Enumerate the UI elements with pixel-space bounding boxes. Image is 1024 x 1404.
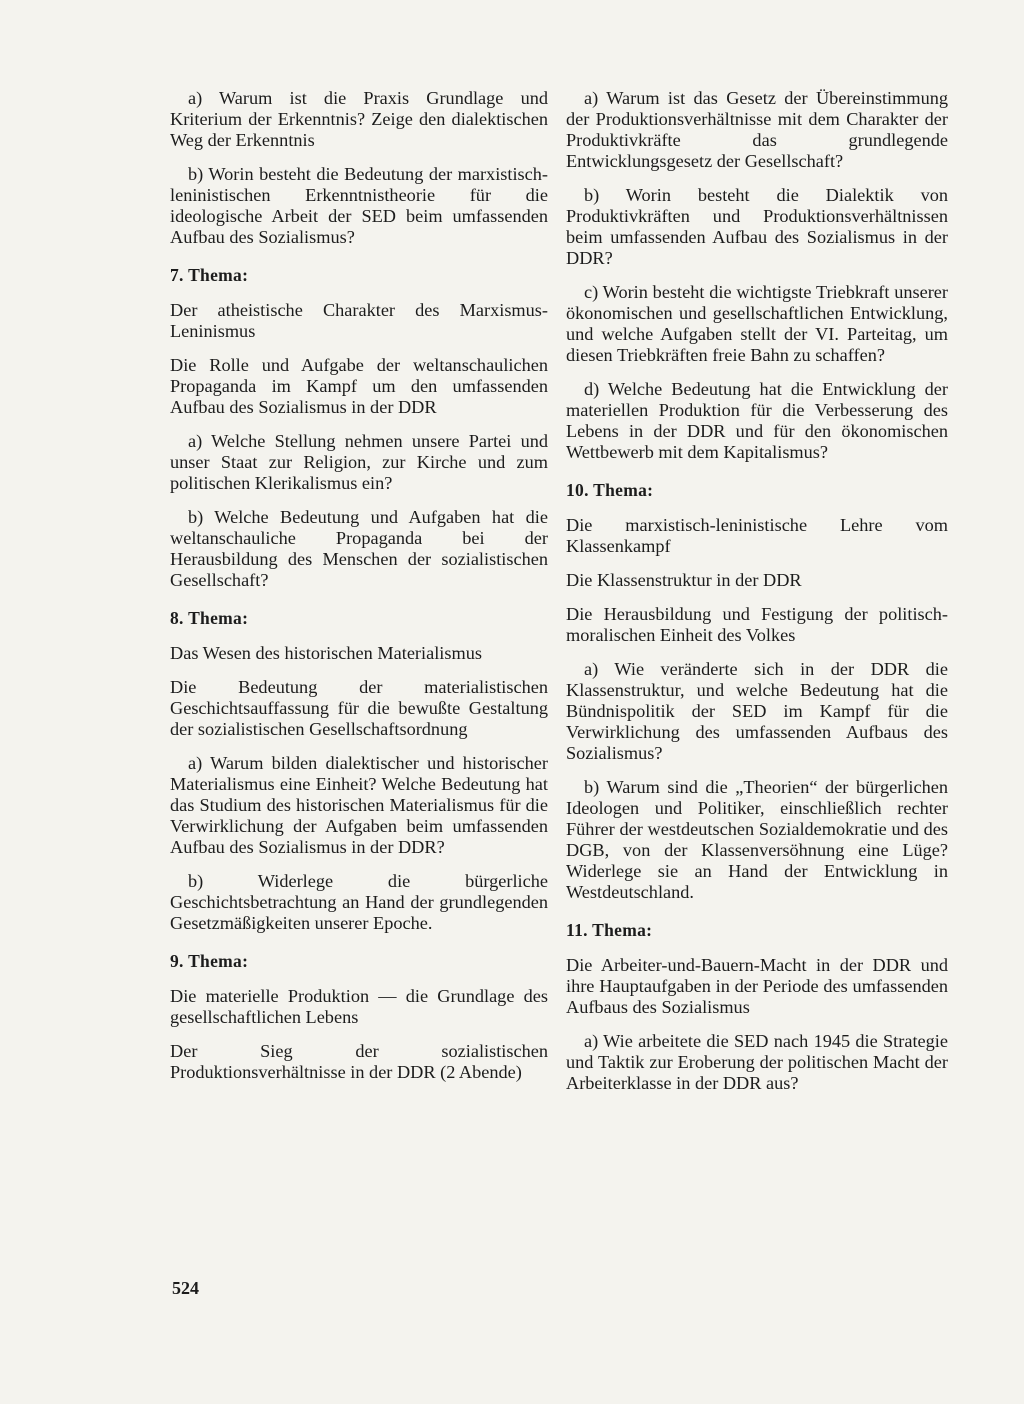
- text-paragraph: Die marxistisch-leninistische Lehre vom Klassenkampf: [566, 515, 948, 556]
- text-paragraph: a) Wie veränderte sich in der DDR die Klassenstruktur, und welche Bedeutung hat die Bündnispolitik der SED im Kampf für die Verwirklichung des umfassenden Aufbaus des Sozialismus?: [566, 659, 948, 763]
- text-paragraph: a) Warum ist das Gesetz der Übereinstimmung der Produktionsverhältnisse mit dem Charakter der Produktivkräfte das grundlegende Entwicklungsgesetz der Gesellschaft?: [566, 88, 948, 171]
- text-paragraph: c) Worin besteht die wichtigste Triebkraft unserer ökonomischen und gesellschaftlichen Entwicklung, und welche Aufgaben stellt der VI. Parteitag, um diesen Triebkräften freie Bahn zu schaffen?: [566, 282, 948, 365]
- text-paragraph: Der Sieg der sozialistischen Produktionsverhältnisse in der DDR (2 Abende): [170, 1041, 548, 1082]
- text-paragraph: a) Warum ist die Praxis Grundlage und Kriterium der Erkenntnis? Zeige den dialektischen Weg der Erkenntnis: [170, 88, 548, 150]
- text-paragraph: Die Rolle und Aufgabe der weltanschaulichen Propaganda im Kampf um den umfassenden Aufbau des Sozialismus in der DDR: [170, 355, 548, 417]
- section-heading: 11. Thema:: [566, 920, 653, 940]
- text-paragraph: Die Herausbildung und Festigung der politisch-moralischen Einheit des Volkes: [566, 604, 948, 645]
- section-heading: 8. Thema:: [170, 608, 249, 628]
- text-paragraph: b) Worin besteht die Bedeutung der marxistisch-leninistischen Erkenntnistheorie für die ideologische Arbeit der SED beim umfassenden Aufbau des Sozialismus?: [170, 164, 548, 247]
- text-paragraph: Das Wesen des historischen Materialismus: [170, 643, 482, 663]
- text-paragraph: Die Bedeutung der materialistischen Geschichtsauffassung für die bewußte Gestaltung der sozialistischen Gesellschaftsordnung: [170, 677, 548, 739]
- section-heading: 7. Thema:: [170, 265, 249, 285]
- text-paragraph: Die Arbeiter-und-Bauern-Macht in der DDR und ihre Hauptaufgaben in der Periode des umfassenden Aufbaus des Sozialismus: [566, 955, 948, 1017]
- text-paragraph: Der atheistische Charakter des Marxismus-Leninismus: [170, 300, 548, 341]
- right-column: [566, 88, 948, 1107]
- section-heading: 9. Thema:: [170, 951, 249, 971]
- text-paragraph: a) Warum bilden dialektischer und historischer Materialismus eine Einheit? Welche Bedeutung hat das Studium des historischen Materialismus für die Verwirklichung der Aufgaben beim umfassenden Aufbau des Sozialismus in der DDR?: [170, 753, 548, 857]
- text-paragraph: a) Welche Stellung nehmen unsere Partei und unser Staat zur Religion, zur Kirche und zum politischen Klerikalismus ein?: [170, 431, 548, 493]
- section-heading: 10. Thema:: [566, 480, 654, 500]
- text-paragraph: Die Klassenstruktur in der DDR: [566, 570, 802, 590]
- page-number: 524: [172, 1278, 199, 1298]
- text-paragraph: b) Warum sind die „Theorien“ der bürgerlichen Ideologen und Politiker, einschließlich rechter Führer der westdeutschen Sozialdemokratie und des DGB, von der Klassenversöhnung eine Lüge? Widerlege sie an Hand der Entwicklung in Westdeutschland.: [566, 777, 948, 902]
- text-paragraph: Die materielle Produktion — die Grundlage des gesellschaftlichen Lebens: [170, 986, 548, 1027]
- text-paragraph: b) Welche Bedeutung und Aufgaben hat die weltanschauliche Propaganda bei der Herausbildung des Menschen der sozialistischen Gesellschaft?: [170, 507, 548, 590]
- text-paragraph: b) Worin besteht die Dialektik von Produktivkräften und Produktionsverhältnissen beim umfassenden Aufbau des Sozialismus in der DDR?: [566, 185, 948, 268]
- text-paragraph: a) Wie arbeitete die SED nach 1945 die Strategie und Taktik zur Eroberung der politischen Macht der Arbeiterklasse in der DDR aus?: [566, 1031, 948, 1093]
- text-paragraph: d) Welche Bedeutung hat die Entwicklung der materiellen Produktion für die Verbesserung des Lebens in der DDR und für den ökonomischen Wettbewerb mit dem Kapitalismus?: [566, 379, 948, 462]
- left-column: [170, 88, 548, 1096]
- text-paragraph: b) Widerlege die bürgerliche Geschichtsbetrachtung an Hand der grundlegenden Gesetzmäßigkeiten unserer Epoche.: [170, 871, 548, 933]
